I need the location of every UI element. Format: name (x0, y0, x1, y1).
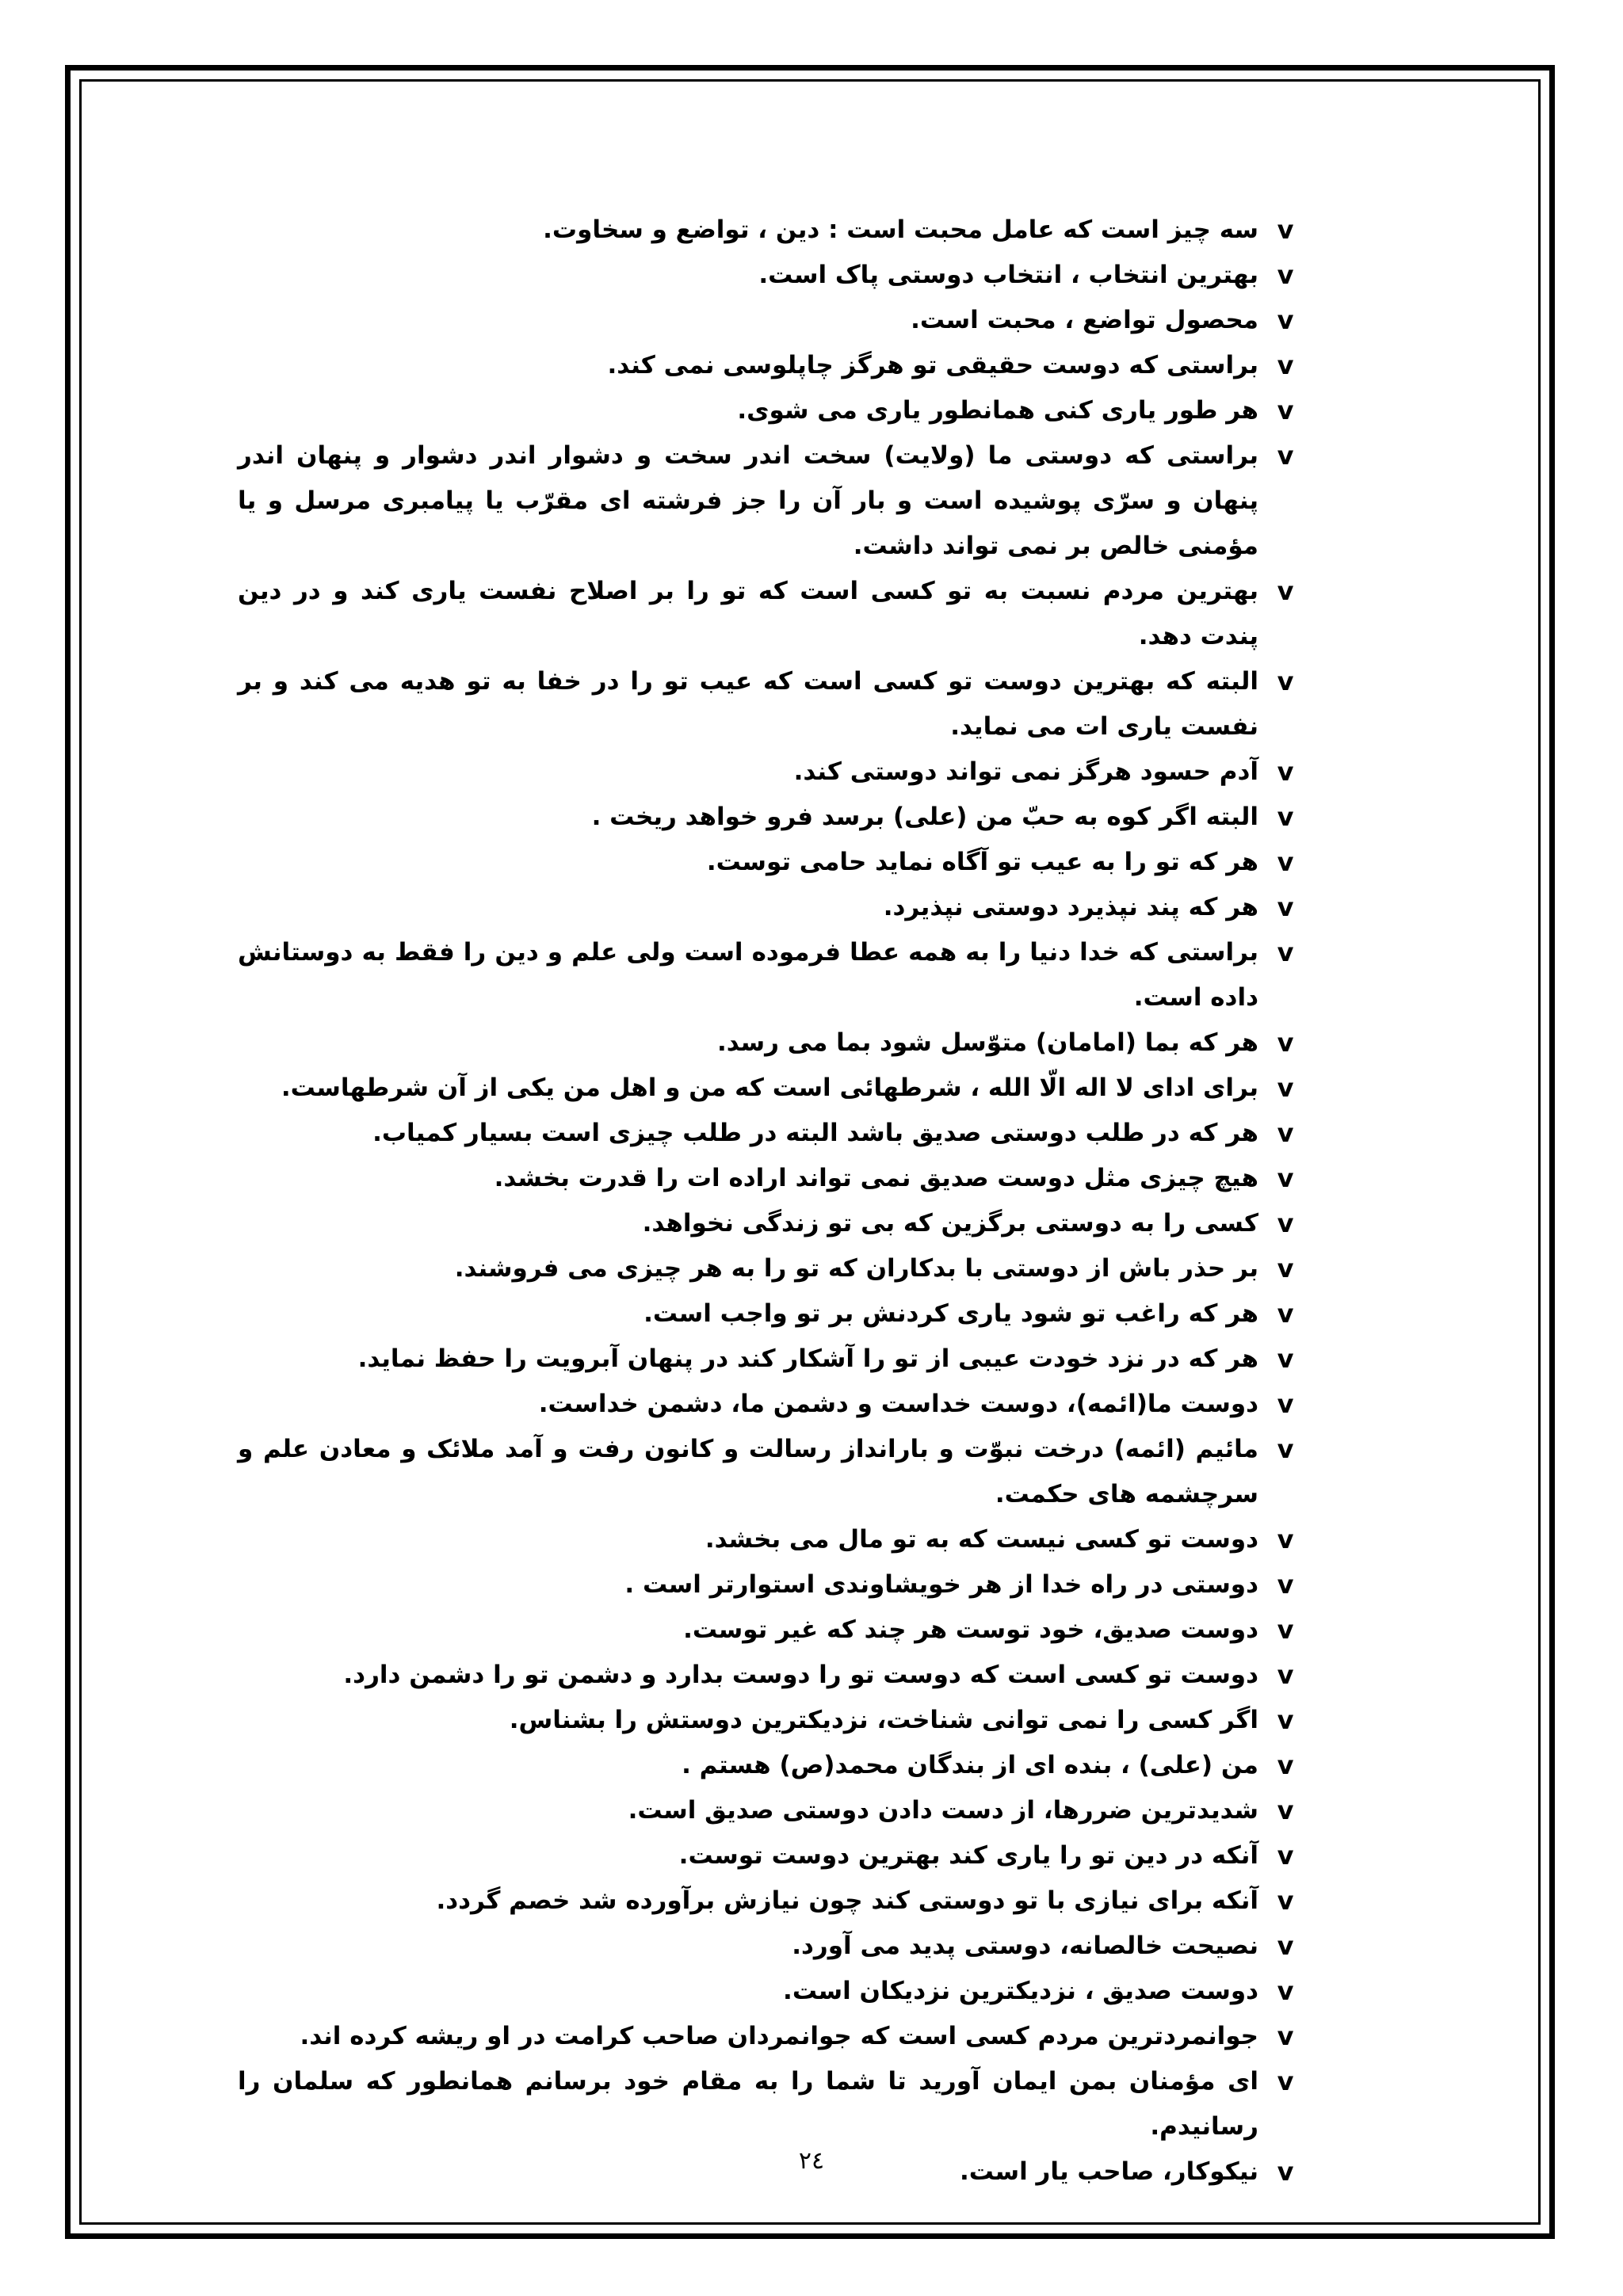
checkmark-bullet-icon: v (1277, 1118, 1294, 1148)
checkmark-bullet-icon: v (1277, 305, 1294, 335)
quote-item (238, 1969, 1306, 2014)
quote-text: آدم حسود هرگز نمی تواند دوستی کند. (793, 757, 1258, 786)
quote-text: کسی را به دوستی برگزین که بی تو زندگی نخواهد. (642, 1209, 1258, 1238)
checkmark-bullet-icon: v (1277, 1344, 1294, 1374)
checkmark-bullet-icon: v (1277, 1931, 1294, 1961)
quote-text: هر که در نزد خودت عیبی از تو را آشکار کند در پنهان آبرویت را حفظ نماید. (357, 1344, 1258, 1373)
quote-item (238, 1653, 1306, 1698)
quote-text: دوست تو کسی است که دوست تو را دوست بدارد و دشمن تو را دشمن دارد. (343, 1661, 1258, 1689)
checkmark-bullet-icon: v (1277, 1299, 1294, 1329)
quote-item (238, 885, 1306, 930)
quotes-content (238, 208, 1306, 2195)
quote-text: هر که در طلب دوستی صدیق باشد البته در طلب چیزی است بسیار کمیاب. (372, 1119, 1258, 1147)
checkmark-bullet-icon: v (1277, 1705, 1294, 1735)
quote-text: البته اگر کوه به حبّ من (علی) برسد فرو خواهد ریخت . (591, 803, 1258, 831)
quote-text: آنکه برای نیازی با تو دوستی کند چون نیازش برآورده شد خصم گردد. (436, 1886, 1258, 1915)
quote-text: هر که تو را به عیب تو آگاه نماید حامی توست. (706, 848, 1258, 876)
checkmark-bullet-icon: v (1277, 802, 1294, 832)
quote-text: من (علی) ، بنده ای از بندگان محمد(ص) هستم . (682, 1751, 1258, 1779)
quote-item (238, 388, 1306, 433)
checkmark-bullet-icon: v (1277, 1163, 1294, 1193)
checkmark-bullet-icon: v (1277, 1976, 1294, 2006)
checkmark-bullet-icon: v (1277, 1389, 1294, 1419)
checkmark-bullet-icon: v (1277, 847, 1294, 877)
checkmark-bullet-icon: v (1277, 892, 1294, 922)
quote-item (238, 208, 1306, 253)
quote-text: اگر کسی را نمی توانی شناخت، نزدیکترین دوستش را بشناس. (509, 1706, 1258, 1734)
quote-text: بهترین مردم نسبت به تو کسی است که تو را بر اصلاح نفست یاری کند و در دین پندت دهد. (238, 577, 1258, 650)
quote-item (238, 298, 1306, 343)
quote-item (238, 1427, 1306, 1517)
page-number: ٢٤ (798, 2147, 825, 2175)
quote-item (238, 749, 1306, 795)
quote-text: نصیحت خالصانه، دوستی پدید می آورد. (792, 1932, 1258, 1960)
quote-item (238, 1291, 1306, 1337)
quote-text: سه چیز است که عامل محبت است : دین ، تواضع و سخاوت. (543, 215, 1258, 244)
quote-text: هر که پند نپذیرد دوستی نپذیرد. (883, 893, 1258, 921)
checkmark-bullet-icon: v (1277, 1795, 1294, 1825)
quote-text: محصول تواضع ، محبت است. (911, 306, 1258, 334)
checkmark-bullet-icon: v (1277, 757, 1294, 787)
quote-item (238, 569, 1306, 659)
quote-item (238, 930, 1306, 1020)
checkmark-bullet-icon: v (1277, 1886, 1294, 1916)
checkmark-bullet-icon: v (1277, 1660, 1294, 1690)
quote-item (238, 1066, 1306, 1111)
quote-item (238, 2014, 1306, 2059)
checkmark-bullet-icon: v (1277, 1208, 1294, 1238)
quote-text: هر طور یاری کنی همانطور یاری می شوی. (737, 396, 1258, 425)
quote-text: براستی که خدا دنیا را به همه عطا فرموده است ولی علم و دین را فقط به دوستانش داده است. (238, 938, 1258, 1012)
checkmark-bullet-icon: v (1277, 2021, 1294, 2051)
quote-text: برای ادای لا اله الّا الله ، شرطهائی است که من و اهل من یکی از آن شرطهاست. (281, 1074, 1258, 1102)
quote-text: هر که راغب تو شود یاری کردنش بر تو واجب است. (643, 1299, 1258, 1328)
checkmark-bullet-icon: v (1277, 350, 1294, 380)
checkmark-bullet-icon: v (1277, 1569, 1294, 1600)
checkmark-bullet-icon: v (1277, 1615, 1294, 1645)
checkmark-bullet-icon: v (1277, 576, 1294, 606)
checkmark-bullet-icon: v (1277, 666, 1294, 696)
quote-item (238, 1788, 1306, 1833)
quote-text: جوانمردترین مردم کسی است که جوانمردان صاحب کرامت در او ریشه کرده اند. (300, 2022, 1258, 2050)
quote-item (238, 1201, 1306, 1246)
quote-text: بهترین انتخاب ، انتخاب دوستی پاک است. (758, 261, 1258, 289)
checkmark-bullet-icon: v (1277, 2157, 1294, 2187)
quote-text: مائیم (ائمه) درخت نبوّت و بارانداز رسالت و کانون رفت و آمد ملائک و معادن علم و سرچشمه های حکمت. (238, 1435, 1258, 1508)
quote-item (238, 1111, 1306, 1156)
quote-text: شدیدترین ضررها، از دست دادن دوستی صدیق است. (628, 1796, 1258, 1825)
checkmark-bullet-icon: v (1277, 395, 1294, 425)
checkmark-bullet-icon: v (1277, 2066, 1294, 2096)
quote-item (238, 1608, 1306, 1653)
checkmark-bullet-icon: v (1277, 1073, 1294, 1103)
quote-item (238, 1698, 1306, 1743)
quote-item (238, 1246, 1306, 1291)
quote-text: بر حذر باش از دوستی با بدکاران که تو را به هر چیزی می فروشند. (454, 1254, 1258, 1283)
quote-item (238, 1833, 1306, 1878)
checkmark-bullet-icon: v (1277, 937, 1294, 967)
quote-item (238, 1156, 1306, 1201)
quote-item (238, 343, 1306, 388)
checkmark-bullet-icon: v (1277, 1434, 1294, 1464)
quote-text: دوستی در راه خدا از هر خویشاوندی استوارتر است . (624, 1570, 1258, 1599)
quote-item (238, 659, 1306, 749)
quote-text: آنکه در دین تو را یاری کند بهترین دوست توست. (678, 1841, 1258, 1870)
quote-item (238, 433, 1306, 569)
quote-text: ای مؤمنان بمن ایمان آورید تا شما را به مقام خود برسانم همانطور که سلمان را رسانیدم. (238, 2067, 1258, 2141)
quote-text: دوست ما(ائمه)، دوست خداست و دشمن ما، دشمن خداست. (538, 1390, 1258, 1418)
quote-text: البته که بهترین دوست تو کسی است که عیب تو را در خفا به تو هدیه می کند و بر نفست یاری ات می نماید. (238, 667, 1258, 741)
quote-text: دوست تو کسی نیست که به تو مال می بخشد. (705, 1525, 1258, 1554)
checkmark-bullet-icon: v (1277, 260, 1294, 290)
quote-item (238, 2059, 1306, 2149)
quote-text: هیچ چیزی مثل دوست صدیق نمی تواند اراده ات را قدرت بخشد. (494, 1164, 1258, 1192)
quote-item (238, 1020, 1306, 1066)
quote-item (238, 795, 1306, 840)
checkmark-bullet-icon: v (1277, 1253, 1294, 1283)
quote-item (238, 1382, 1306, 1427)
checkmark-bullet-icon: v (1277, 1750, 1294, 1780)
quote-item (238, 1924, 1306, 1969)
quote-item (238, 1517, 1306, 1562)
quote-text: هر که بما (امامان) متوّسل شود بما می رسد. (717, 1028, 1258, 1057)
checkmark-bullet-icon: v (1277, 215, 1294, 245)
checkmark-bullet-icon: v (1277, 1840, 1294, 1871)
quote-item (238, 840, 1306, 885)
quotes-list (238, 208, 1306, 2195)
quote-text: براستی که دوستی ما (ولایت) سخت اندر سخت و دشوار اندر دشوار و پنهان اندر پنهان و سرّی پوشیده است و بار آن را جز فرشته ای مقرّب یا پیامبری مرسل و یا مؤمنی خالص بر نمی تواند داشت. (238, 441, 1258, 560)
quote-item (238, 1337, 1306, 1382)
quote-text: نیکوکار، صاحب یار است. (959, 2157, 1258, 2186)
checkmark-bullet-icon: v (1277, 1028, 1294, 1058)
quote-item (238, 1743, 1306, 1788)
quote-text: دوست صدیق، خود توست هر چند که غیر توست. (683, 1615, 1258, 1644)
quote-text: دوست صدیق ، نزدیکترین نزدیکان است. (783, 1977, 1258, 2005)
checkmark-bullet-icon: v (1277, 1524, 1294, 1554)
quote-item (238, 1878, 1306, 1924)
quote-item (238, 253, 1306, 298)
checkmark-bullet-icon: v (1277, 441, 1294, 471)
quote-item (238, 1562, 1306, 1608)
quote-text: براستی که دوست حقیقی تو هرگز چاپلوسی نمی کند. (607, 351, 1258, 379)
